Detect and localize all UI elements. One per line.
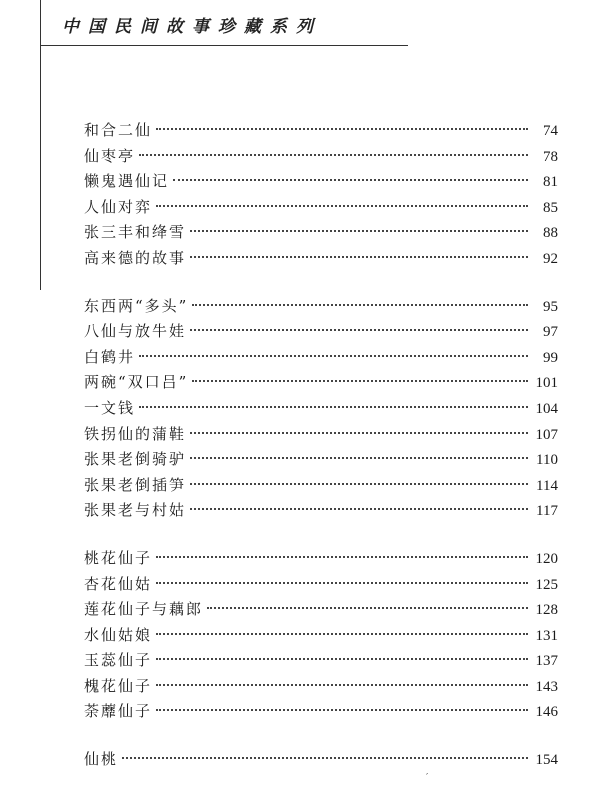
dot-leader — [122, 757, 528, 759]
dot-leader — [190, 329, 528, 331]
toc-entry-title: 东西两“多头” — [84, 296, 189, 315]
toc-entry[interactable] — [84, 345, 558, 371]
dot-leader — [156, 658, 528, 660]
toc-entry-page-number: 154 — [535, 752, 558, 769]
toc-entry-title: 张三丰和绛雪 — [84, 223, 187, 242]
dot-leader — [156, 205, 528, 207]
toc-entry-title: 两碗“双口吕” — [84, 373, 189, 392]
toc-entry[interactable] — [84, 572, 558, 598]
table-of-contents — [84, 118, 558, 773]
toc-entry-title: 玉蕊仙子 — [84, 651, 153, 670]
dot-leader — [156, 556, 528, 558]
toc-entry-page-number: 95 — [543, 298, 558, 315]
toc-entry-title: 张果老倒插笋 — [84, 475, 187, 494]
toc-entry-page-number: 74 — [543, 123, 558, 139]
dot-leader — [190, 230, 528, 232]
dot-leader — [156, 709, 528, 711]
toc-entry-page-number: 114 — [536, 477, 558, 494]
toc-entry-page-number: 99 — [543, 349, 558, 366]
toc-entry[interactable] — [84, 447, 558, 473]
dot-leader — [190, 508, 528, 510]
toc-entry-title: 桃花仙子 — [84, 548, 153, 567]
toc-entry-page-number: 85 — [543, 199, 558, 216]
series-title: 中国民间故事珍藏系列 — [62, 17, 322, 37]
toc-entry-page-number: 78 — [543, 148, 558, 165]
toc-entry-title: 一文钱 — [84, 398, 136, 417]
toc-entry[interactable] — [84, 648, 558, 674]
toc-entry-title: 人仙对弈 — [84, 197, 153, 216]
toc-entry-title: 仙桃 — [84, 750, 119, 769]
toc-entry[interactable] — [84, 144, 558, 170]
toc-entry[interactable] — [84, 546, 558, 572]
toc-entry-page-number: 131 — [535, 627, 558, 644]
dot-leader — [190, 432, 528, 434]
toc-entry-page-number: 128 — [535, 602, 558, 619]
toc-entry-page-number: 104 — [535, 400, 558, 417]
toc-entry-title: 莲花仙子与藕郎 — [84, 600, 204, 619]
toc-entry-title: 仙枣亭 — [84, 146, 136, 165]
toc-entry[interactable] — [84, 396, 558, 422]
toc-entry-title: 张果老与村姑 — [84, 501, 187, 520]
toc-entry-page-number: 92 — [543, 250, 558, 267]
dot-leader — [192, 380, 528, 382]
toc-group — [84, 546, 558, 725]
dot-leader — [190, 256, 528, 258]
toc-entry-page-number: 125 — [535, 576, 558, 593]
toc-entry[interactable] — [84, 674, 558, 700]
toc-entry[interactable] — [84, 597, 558, 623]
toc-entry[interactable] — [84, 169, 558, 195]
dot-leader — [190, 483, 528, 485]
dot-leader — [139, 355, 528, 357]
toc-entry[interactable] — [84, 220, 558, 246]
toc-entry-title: 荼蘼仙子 — [84, 702, 153, 721]
dot-leader — [192, 304, 528, 306]
header-rule — [40, 45, 408, 46]
dot-leader — [156, 633, 528, 635]
toc-entry[interactable] — [84, 195, 558, 221]
toc-entry[interactable] — [84, 747, 558, 773]
toc-entry[interactable] — [84, 118, 558, 144]
toc-entry-title: 高来德的故事 — [84, 248, 187, 267]
dot-leader — [156, 582, 528, 584]
toc-entry-title: 槐花仙子 — [84, 676, 153, 695]
toc-group — [84, 294, 558, 524]
toc-entry-page-number: 101 — [535, 375, 558, 392]
toc-entry[interactable] — [84, 294, 558, 320]
toc-group — [84, 118, 558, 272]
dot-leader — [139, 154, 528, 156]
toc-entry-page-number: 117 — [536, 503, 558, 520]
dot-leader — [156, 684, 528, 686]
toc-entry-title: 白鹤井 — [84, 347, 136, 366]
toc-entry-page-number: 97 — [543, 324, 558, 341]
toc-entry-page-number: 120 — [535, 550, 558, 567]
dot-leader — [139, 406, 528, 408]
dot-leader — [156, 128, 528, 130]
toc-entry[interactable] — [84, 422, 558, 448]
toc-entry-title: 杏花仙姑 — [84, 574, 153, 593]
toc-entry-page-number: 137 — [535, 653, 558, 670]
toc-entry-page-number: 143 — [535, 678, 558, 695]
toc-group — [84, 747, 558, 773]
toc-entry-page-number: 107 — [535, 426, 558, 443]
toc-entry[interactable] — [84, 370, 558, 396]
dot-leader — [190, 457, 528, 459]
toc-entry[interactable] — [84, 246, 558, 272]
toc-entry[interactable] — [84, 498, 558, 524]
scan-speck: ′ — [426, 772, 429, 783]
toc-entry[interactable] — [84, 699, 558, 725]
toc-entry[interactable] — [84, 623, 558, 649]
toc-entry-page-number: 81 — [543, 174, 558, 191]
toc-entry-title: 懒鬼遇仙记 — [84, 172, 170, 191]
toc-entry-title: 水仙姑娘 — [84, 625, 153, 644]
dot-leader — [207, 607, 528, 609]
margin-rule — [40, 0, 41, 290]
dot-leader — [173, 179, 528, 181]
toc-entry-title: 张果老倒骑驴 — [84, 450, 187, 469]
toc-entry-title: 铁拐仙的蒲鞋 — [84, 424, 187, 443]
toc-entry-page-number: 88 — [543, 225, 558, 242]
toc-entry-page-number: 146 — [535, 704, 558, 721]
toc-entry-title: 和合二仙 — [84, 121, 153, 139]
toc-entry[interactable] — [84, 319, 558, 345]
toc-entry-title: 八仙与放牛娃 — [84, 322, 187, 341]
toc-entry[interactable] — [84, 473, 558, 499]
toc-entry-page-number: 110 — [536, 452, 558, 469]
